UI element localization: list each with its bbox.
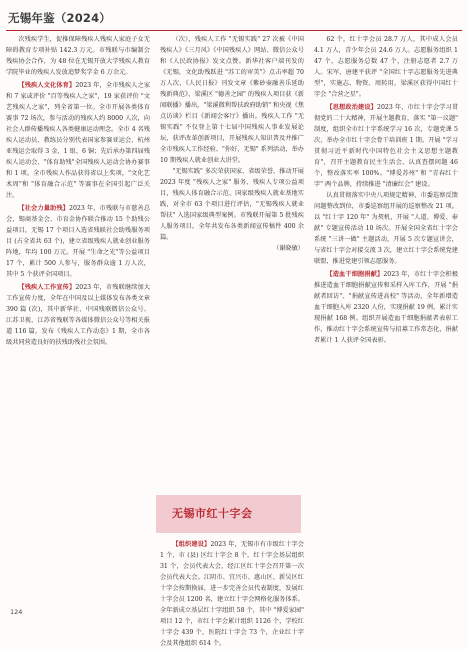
paragraph bbox=[314, 34, 458, 100]
paragraph-text: "无锡实践" 多次荣获国家、省级荣誉，推动开展 2023 年度 "残疾人之家" 服务、残疾人专项公益项目，残疾人体育融合示范、国家级残疾人就业基地实践，对全市 63 个项目进行评估，"无锡残疾人就业帮扶" 入选国家级典型案例。市残联开展第 5 批残疾人服务项目，全年共发布各类新闻宣传稿件 400 余篇。 bbox=[160, 168, 304, 241]
paragraph-text: 次残疾学生，促推保障残疾人残疾人家庭子女无障碍教育专项补贴 142.3 万元。市残联与市编制会残疾协会合作，为 48 位在无锡开放大学残疾人教育学院毕业的残疾人发放追梦奖学金 6 万余元。 bbox=[6, 36, 150, 76]
section-title: 无锡市红十字会 bbox=[172, 507, 253, 520]
section-heading: 【残疾人工作宣传】 bbox=[18, 284, 76, 291]
paragraph-text: 2023 年，市红十字会积极推进造血干细胞捐献宣传和采样入库工作，开展 "捐献者回访"、"捐献宣传进高校" 等活动，全年新增造血干细胞入库 2320 人份，实现捐献 19 例，累计实现捐献 168 例。组织开展造血干细胞捐献者表彰工作，推动红十字会系统宣传与招募工作常态化，捐献者累计 1 人获评全国表彰。 bbox=[314, 271, 459, 344]
section-heading: 【组织建设】 bbox=[172, 541, 211, 548]
paragraph bbox=[6, 80, 150, 201]
column-middle bbox=[160, 34, 304, 649]
section-banner bbox=[156, 495, 301, 533]
paragraph bbox=[314, 190, 458, 267]
paragraph bbox=[6, 34, 150, 78]
paragraph bbox=[160, 166, 304, 243]
page-number: 124 bbox=[10, 608, 23, 616]
section-heading: 【残疾人文化体育】 bbox=[18, 82, 76, 89]
yearbook-title: 无锡年鉴（2024） bbox=[8, 11, 112, 25]
paragraph bbox=[314, 102, 458, 190]
paragraph bbox=[160, 34, 304, 166]
section-heading: 【思想政治建设】 bbox=[326, 104, 378, 111]
paragraph-text: 2023 年，市残联继续加大工作宣传力度，全年在中国及以上媒体发布各类文章 390 篇 (次)，其中新华社、中国残联微信公众号、江苏卫视、江苏省残联等各媒体微信公众号等相关报道 116 篇，发布《残疾人工作动态》1 期，全市各级共同营造良好的扶残助残社会氛围。 bbox=[6, 284, 151, 346]
section-heading: 【造血干细胞捐献】 bbox=[326, 271, 384, 278]
paragraph bbox=[314, 269, 458, 346]
header-rule bbox=[6, 30, 462, 31]
paragraph-text: （次），残疾人工作 "无锡实践" 27 次被《中国残疾人》《三月风》《中国残疾人》网站、微信公众号和《人民政协报》发文点赞。新华社客户端刊发的《无锡，文化助残跃进 "苏工的审美"》点击率超 70 万人次，《人民日报》刊发文章《紫砂壶融善乐延助残新典范》，梁溪区 "德善之园" 的残疾人项目获《新闻联播》播出，"梁溪微利帮扶政府助销" 和央视《焦点访谈》栏目《新闻会客厅》播出。残疾人工作 "无锡实践" 不仅登上第十七届中国残疾人事业发展论坛，获评改革创新项目，开展残疾人知识普及并推广全市残疾人工作经验、"你好，无锡" 系列活动，举办 10 期残疾人就业创业大讲堂。 bbox=[160, 36, 304, 164]
page-header bbox=[6, 3, 462, 29]
paragraph-text: 2023 年，市残联与市慈善总会、锡商基金会、市育金协作联合推动 15 个助残公益项目，无锡 17 个项目入选省残联社会助残服务项目 (占全省共 63 个)，建立省级残疾人就业创业服务阵地，年均 100 万元。开展 "生命之光"等公益项目 17 个，累计 500 人参与，服务群众逾 1 万人次，其中 5 个获评全国项目。 bbox=[6, 205, 151, 278]
paragraph-text: 认真贯彻落实中央八项规定精神，市委巡察反馈问题整改到位，市委巡察组开展的巡察整改 21 项。以 "红十字 120 年" 为契机，开展 "人道、博爱、奉献" 专题宣传活动 10 场次。开展全国全省红十字会系统 "三讲一做" 主题活动，开展 5 次专题宣讲会，与省红十字会对接交流 3 次，建立红十字会系统党建联盟，推进党建引领志愿服务。 bbox=[314, 192, 458, 265]
paragraph-text: 2023 年，市红十字会学习贯彻党的二十大精神，开展主题教育，落实 "第一议题" 制度，组织全市红十字系统学习 16 次，专题党课 5 次，举办全市红十字会骨干培训班 1 期。开展 "学习贯彻习近平新时代中国特色社会主义思想主题教育"，召开主题教育民主生活会，认真查摆问题 46 个，整改落实率 100%。"博爱苏州" 和 "青春红十字" 两个品牌，持续推进 "清廉红会" 建设。 bbox=[314, 104, 459, 188]
paragraph bbox=[6, 282, 150, 348]
paragraph-text: 62 个，红十字会员 28.7 万人，其中成人会员 4.1 万人，青少年会员 24.6 万人。志愿服务组织 147 个，志愿服务总数 47 个，注册志愿者 2.7 万人。宋军、唐建平获评 "全国红十字志愿服务先进典型"，实施志、物资、周转用，梁溪区获得中国红十字会 "合营之星"。 bbox=[314, 36, 458, 98]
paragraph-text: 2023 年，全市残疾人之家和 7 家或评价 "百等残疾人之家"，19 家获评价 "文艺残疾人之家"，列全省第一位。全市开展各类体育赛事 72 场次，参与活动的残疾人约 8000 人次，向社会人群传播残疾人各类健康运动理念。全市 4 名残疾人运动员、教练员分别代表国家参赛亚运会、杭州亚残运会取得 3 金、1 银、6 铜；先后承办第四届残疾人运动会、"体育助残"全国残疾人运动会协办赛事和 1 项。全市残疾人作品获得省以上奖项，"文化艺术周"和 "体育融合示范" 等赛事在全国引起广泛关注。 bbox=[6, 82, 151, 199]
column-right bbox=[314, 34, 458, 346]
section-heading: 【社会力量助残】 bbox=[18, 205, 70, 212]
column-left bbox=[6, 34, 150, 348]
paragraph-text: 2023 年，无锡市有市级红十字会 1 个，市 (县) 区红十字会 8 个，红十字会基层组织 31 个，会员代表大会，经江区红十字会召开第一次会员代表大会。江阴市、宜兴市、惠山区、新吴区红十字会按期换届，进一步完善会员代表制度，发展红十字会员 1200 名，建立红十字会网格化服务体系。全年新成立基层红十字组织 58 个，其中 "博爱家园" 项目 12 个，市红十字会累计组织 1126 个，学校红十字会 439 个，医院红十字会 73 个，企业红十字会及其他组织 614 个。 bbox=[160, 541, 304, 647]
paragraph bbox=[160, 539, 304, 649]
author-signature: （谢晓敏） bbox=[273, 245, 304, 252]
paragraph bbox=[6, 203, 150, 280]
